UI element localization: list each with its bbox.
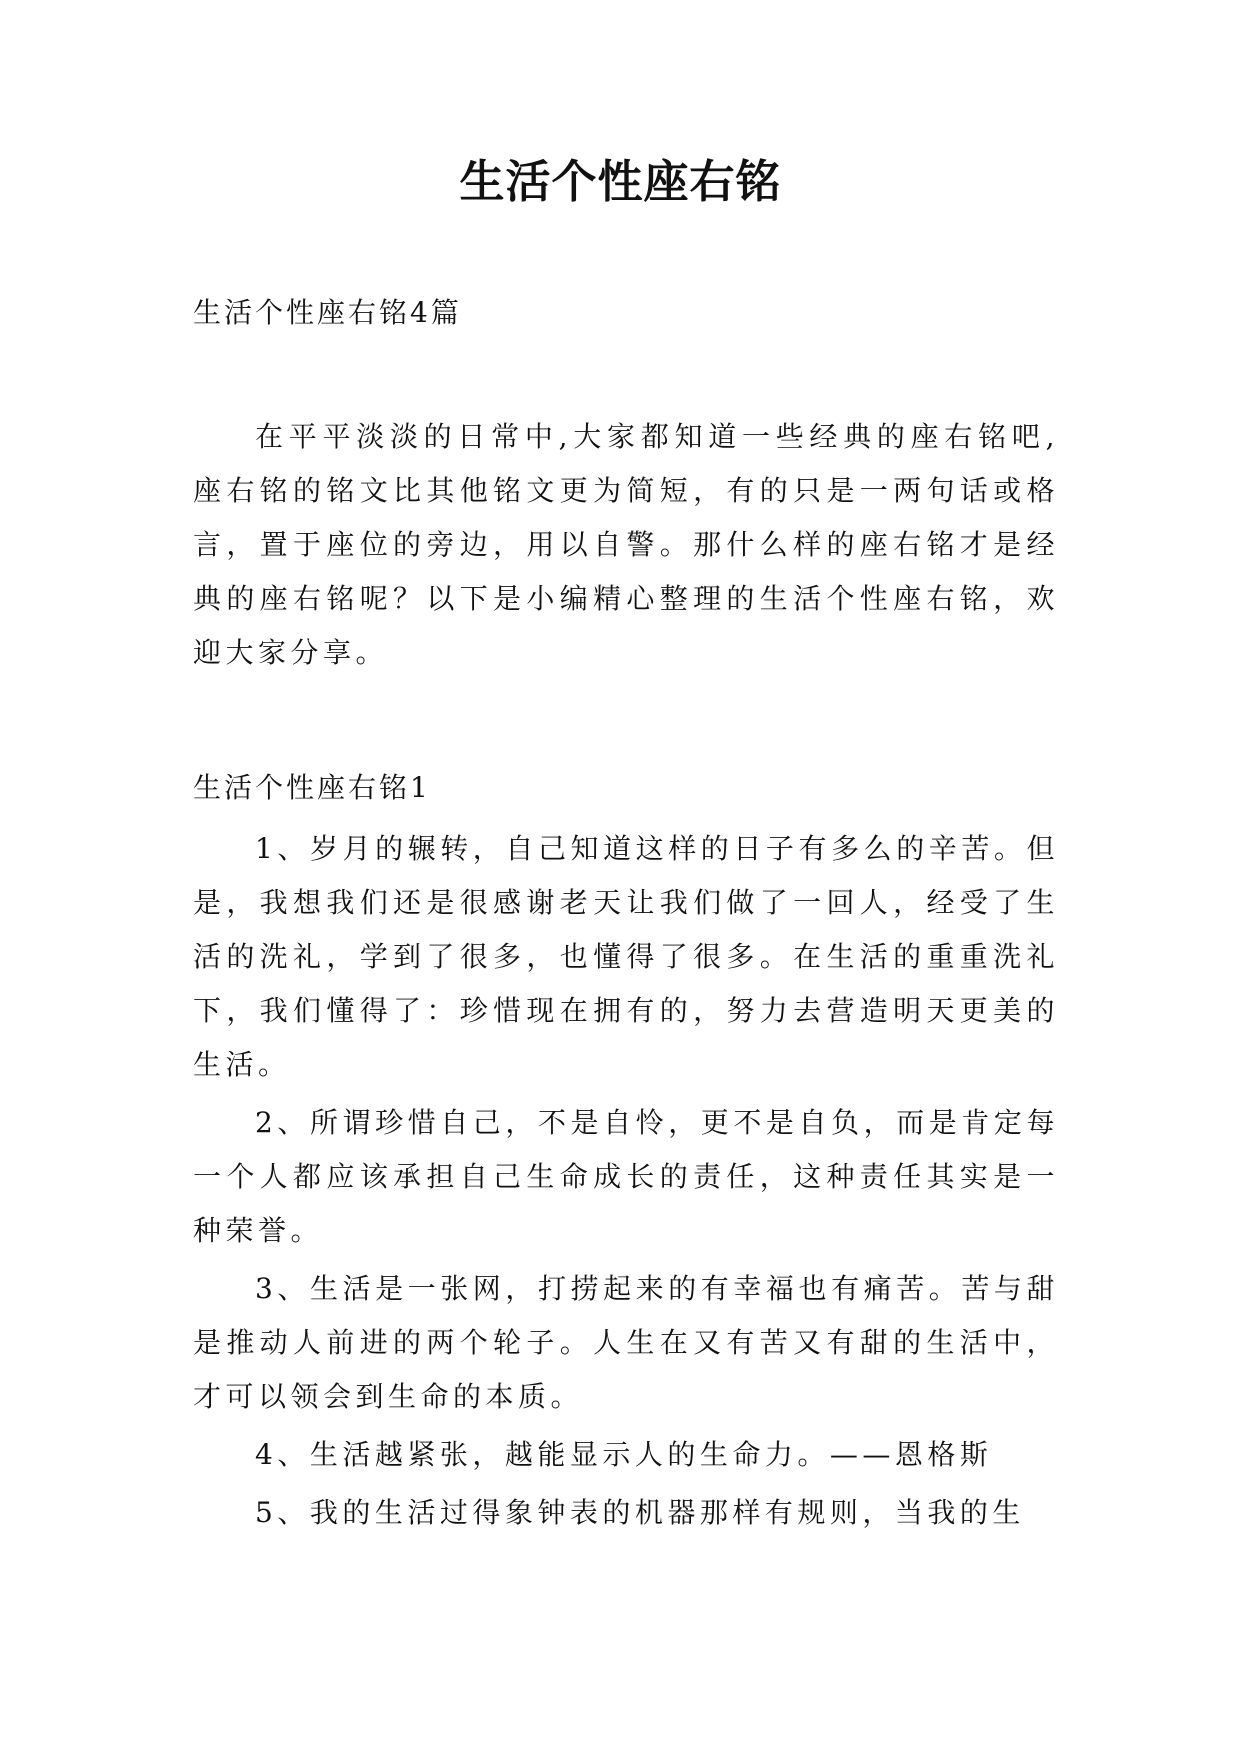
motto-item-3: 3、生活是一张网，打捞起来的有幸福也有痛苦。苦与甜是推动人前进的两个轮子。人生在又有苦又有甜的生活中，才可以领会到生命的本质。 [193,1272,1059,1413]
intro-paragraph: 在平平淡淡的日常中,大家都知道一些经典的座右铭吧,座右铭的铭文比其他铭文更为简短，有的只是一两句话或格言，置于座位的旁边，用以自警。那什么样的座右铭才是经典的座右铭呢？以下是小编精心整理的生活个性座右铭，欢迎大家分享。 [193,420,1059,669]
motto-item-4: 4、生活越紧张，越能显示人的生命力。——恩格斯 [255,1438,993,1471]
motto-item-5: 5、我的生活过得象钟表的机器那样有规则，当我的生 [255,1496,1025,1529]
motto-list [193,822,1059,1544]
motto-item-1: 1、岁月的辗转，自己知道这样的日子有多么的辛苦。但是，我想我们还是很感谢老天让我们做了一回人，经受了生活的洗礼，学到了很多，也懂得了很多。在生活的重重洗礼下，我们懂得了：珍惜现在拥有的，努力去营造明天更美的生活。 [193,832,1059,1081]
document-subtitle: 生活个性座右铭4篇 [193,296,462,329]
page-title: 生活个性座右铭 [459,155,782,208]
motto-item-2: 2、所谓珍惜自己，不是自怜，更不是自负，而是肯定每一个人都应该承担自己生命成长的责任，这种责任其实是一种荣誉。 [193,1106,1059,1247]
section-heading: 生活个性座右铭1 [193,771,431,804]
